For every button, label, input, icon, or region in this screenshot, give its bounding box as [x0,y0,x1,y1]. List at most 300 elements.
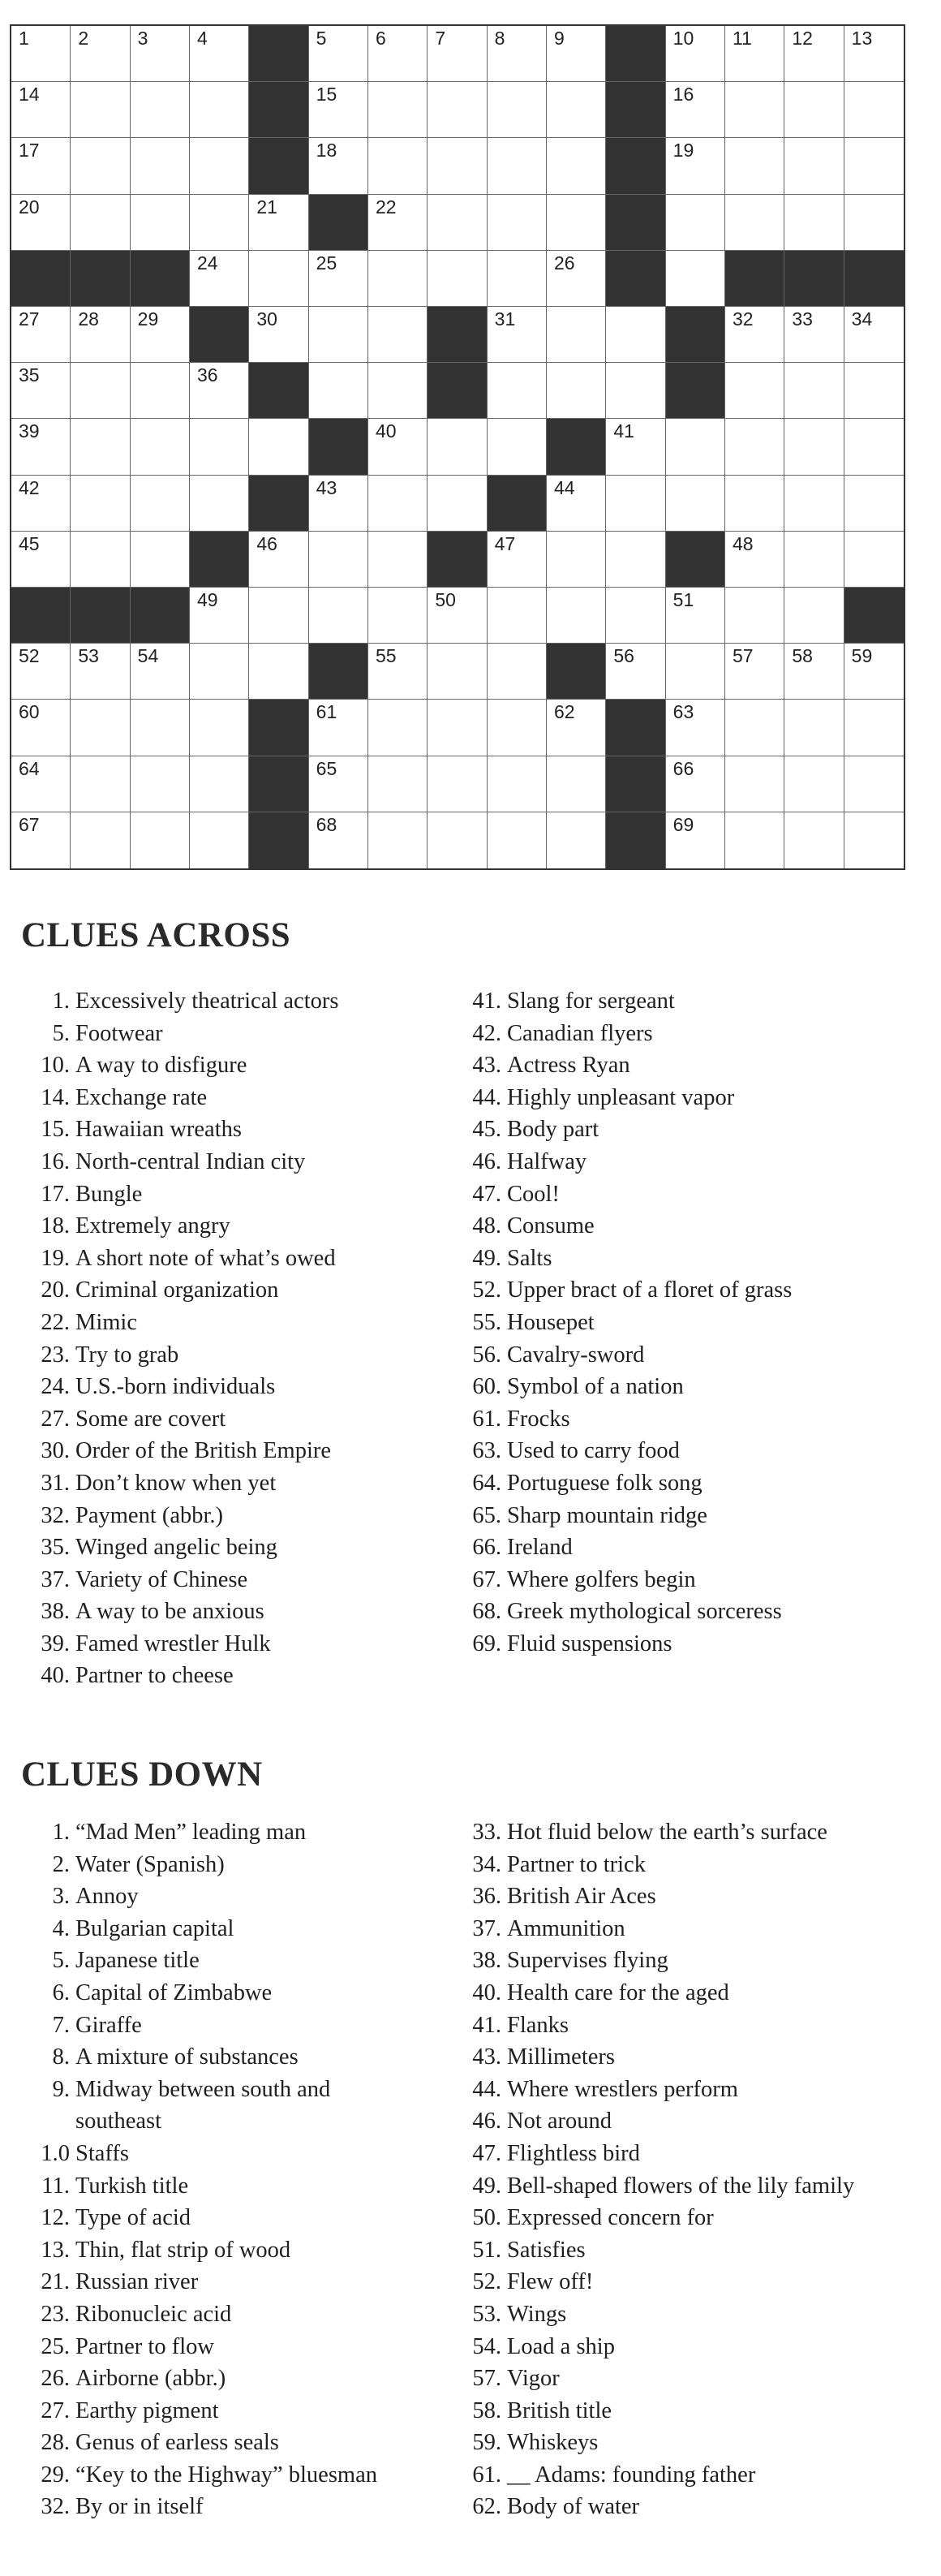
clue-item-number: 3. [52,1884,70,1910]
grid-cell[interactable] [784,700,844,756]
grid-cell[interactable] [488,363,547,419]
grid-cell[interactable] [131,700,190,756]
across-clues-column-1 [28,985,338,1692]
clue-item-number: 26. [41,2366,70,2392]
clue-item-number: 44. [472,2076,501,2102]
grid-cell[interactable] [784,419,844,475]
grid-cell[interactable] [368,82,428,138]
grid-cell[interactable] [190,195,249,251]
grid-cell[interactable] [547,138,606,194]
clue-item-number: 1. [52,989,70,1014]
grid-cell[interactable] [368,26,428,82]
grid-cell[interactable] [428,812,487,868]
clue-item-text: Exchange rate [75,1084,208,1110]
grid-cell[interactable] [368,476,428,532]
clue-item [28,2138,377,2170]
grid-cell[interactable] [428,195,487,251]
grid-cell[interactable] [309,532,368,588]
grid-cell[interactable] [71,700,130,756]
grid-cell[interactable] [190,82,249,138]
clue-item-number: 53. [472,2301,501,2327]
clue-item [459,1945,854,1977]
grid-cell[interactable] [784,307,844,363]
grid-cell[interactable] [309,588,368,644]
grid-cell[interactable] [309,82,368,138]
grid-cell[interactable] [547,363,606,419]
clue-item-number: 60. [472,1374,501,1400]
clue-item-text: Not around [507,2109,612,2134]
clue-number: 6 [376,28,386,49]
grid-cell[interactable] [428,756,487,812]
grid-cell[interactable] [725,756,784,812]
grid-cell[interactable] [488,307,547,363]
grid-cell[interactable] [547,700,606,756]
grid-cell[interactable] [368,588,428,644]
grid-cell[interactable] [666,251,725,307]
grid-cell[interactable] [190,588,249,644]
clue-number: 47 [494,532,516,554]
grid-cell[interactable] [844,756,904,812]
grid-cell[interactable] [131,138,190,194]
clue-item-text: Greek mythological sorceress [507,1599,782,1625]
crossword-grid [10,24,905,870]
clue-item [28,1210,338,1243]
clue-number: 68 [316,813,337,835]
grid-cell[interactable] [71,82,130,138]
clue-number: 50 [435,588,456,610]
grid-cell[interactable] [71,812,130,868]
clue-item-text: Russian river [75,2269,199,2295]
clue-item-text: Used to carry food [507,1438,680,1464]
grid-cell[interactable] [368,195,428,251]
grid-cell[interactable] [725,307,784,363]
grid-cell[interactable] [784,26,844,82]
black-square [309,644,368,700]
grid-cell[interactable] [190,138,249,194]
grid-cell[interactable] [666,138,725,194]
grid-cell[interactable] [309,700,368,756]
clue-item-number: 22. [41,1309,70,1335]
grid-cell[interactable] [309,363,368,419]
clue-item-text: Bulgarian capital [75,1915,234,1941]
grid-cell[interactable] [666,812,725,868]
black-square [249,82,308,138]
grid-cell[interactable] [488,812,547,868]
grid-cell[interactable] [488,138,547,194]
grid-cell[interactable] [666,82,725,138]
grid-cell[interactable] [547,307,606,363]
clue-item-text: Ireland [507,1535,573,1561]
grid-cell[interactable] [428,138,487,194]
grid-cell[interactable] [547,476,606,532]
black-square [725,251,784,307]
clue-item [459,1467,792,1500]
grid-cell[interactable] [844,82,904,138]
grid-cell[interactable] [488,644,547,700]
grid-cell[interactable] [131,812,190,868]
clue-item [459,1564,792,1596]
grid-cell[interactable] [131,82,190,138]
grid-cell[interactable] [844,363,904,419]
clue-item [28,1880,377,1913]
grid-cell[interactable] [547,82,606,138]
grid-cell[interactable] [606,363,665,419]
clue-item-number: 20. [41,1277,70,1303]
clue-item-text: Satisfies [507,2237,586,2263]
clue-item [28,2202,377,2234]
grid-cell[interactable] [309,251,368,307]
grid-cell[interactable] [249,419,308,475]
grid-cell[interactable] [190,419,249,475]
grid-cell[interactable] [725,532,784,588]
grid-cell[interactable] [131,756,190,812]
grid-cell[interactable] [428,251,487,307]
clue-item-text: Portuguese folk song [507,1470,703,1496]
grid-cell[interactable] [71,756,130,812]
grid-cell[interactable] [428,588,487,644]
clue-item-text: Bungle [75,1181,143,1207]
grid-cell[interactable] [190,756,249,812]
grid-cell[interactable] [131,363,190,419]
clue-item-text: Hot fluid below the earth’s surface [507,1820,827,1845]
clue-item [459,1816,854,1849]
grid-cell[interactable] [725,700,784,756]
clue-item-number: 24. [41,1374,70,1400]
clue-item [28,1564,338,1596]
grid-cell[interactable] [606,588,665,644]
clue-item-number: 40. [472,1979,501,2005]
clue-number: 53 [78,645,99,667]
grid-cell[interactable] [368,363,428,419]
grid-cell[interactable] [11,756,71,812]
grid-cell[interactable] [368,644,428,700]
clues-down-heading: CLUES DOWN [21,1755,263,1794]
grid-cell[interactable] [11,307,71,363]
grid-cell[interactable] [488,419,547,475]
clue-item [28,2331,377,2363]
clue-item [28,1977,377,2010]
grid-cell[interactable] [131,26,190,82]
grid-cell[interactable] [71,195,130,251]
grid-cell[interactable] [11,644,71,700]
grid-cell[interactable] [844,644,904,700]
clue-item-number: 52. [472,2269,501,2295]
grid-cell[interactable] [71,363,130,419]
clue-item-number: 41. [472,989,501,1014]
grid-cell[interactable] [844,812,904,868]
clue-item-number: 6. [52,1979,70,2005]
clue-item [459,985,792,1018]
grid-cell[interactable] [309,476,368,532]
grid-cell[interactable] [71,419,130,475]
grid-cell[interactable] [190,700,249,756]
grid-cell[interactable] [666,644,725,700]
clue-item [28,2427,377,2459]
grid-cell[interactable] [71,307,130,363]
grid-cell[interactable] [11,700,71,756]
grid-cell[interactable] [666,700,725,756]
grid-cell[interactable] [784,476,844,532]
black-square [606,195,665,251]
grid-cell[interactable] [725,588,784,644]
grid-cell[interactable] [11,138,71,194]
grid-cell[interactable] [11,532,71,588]
black-square [428,532,487,588]
clue-item [459,2427,854,2459]
grid-cell[interactable] [666,26,725,82]
grid-cell[interactable] [844,476,904,532]
grid-cell[interactable] [725,644,784,700]
grid-cell[interactable] [249,644,308,700]
clue-number: 69 [672,813,694,835]
grid-cell[interactable] [249,532,308,588]
clue-item-number: 10. [41,1053,70,1079]
grid-cell[interactable] [725,476,784,532]
grid-cell[interactable] [368,419,428,475]
grid-cell[interactable] [249,588,308,644]
grid-cell[interactable] [11,363,71,419]
clues-across-heading: CLUES ACROSS [21,916,291,954]
clue-number: 35 [19,364,40,386]
grid-cell[interactable] [249,195,308,251]
grid-cell[interactable] [844,307,904,363]
grid-cell[interactable] [71,476,130,532]
clue-item-text: Whiskeys [507,2430,599,2456]
grid-cell[interactable] [606,476,665,532]
clue-number: 21 [256,196,277,218]
clue-item-text: Vigor [507,2366,560,2392]
clue-item-text: Turkish title [75,2173,189,2199]
grid-cell[interactable] [428,419,487,475]
grid-cell[interactable] [190,644,249,700]
grid-cell[interactable] [428,700,487,756]
grid-cell[interactable] [725,195,784,251]
grid-cell[interactable] [11,195,71,251]
clue-number: 28 [78,308,99,330]
clue-item-number: 27. [41,1406,70,1432]
grid-cell[interactable] [11,419,71,475]
grid-cell[interactable] [190,26,249,82]
clue-item-number: 45. [472,1117,501,1143]
clue-item-text: Type of acid [75,2205,191,2231]
grid-cell[interactable] [844,138,904,194]
clue-item [28,1018,338,1050]
grid-cell[interactable] [131,195,190,251]
grid-cell[interactable] [725,82,784,138]
across-clues-column-2 [459,985,792,1660]
clue-number: 58 [792,645,813,667]
grid-cell[interactable] [844,700,904,756]
clue-item-number: 65. [472,1502,501,1528]
grid-cell[interactable] [725,812,784,868]
grid-cell[interactable] [309,307,368,363]
grid-cell[interactable] [249,307,308,363]
grid-cell[interactable] [11,26,71,82]
clue-item [459,1243,792,1275]
grid-cell[interactable] [71,138,130,194]
grid-cell[interactable] [784,812,844,868]
clue-item-text: Staffs [75,2140,129,2166]
grid-cell[interactable] [666,476,725,532]
clue-item-text: Extremely angry [75,1213,230,1239]
grid-cell[interactable] [488,532,547,588]
grid-cell[interactable] [606,419,665,475]
clue-item-text: By or in itself [75,2494,204,2520]
grid-cell[interactable] [784,532,844,588]
grid-cell[interactable] [71,26,130,82]
grid-cell[interactable] [488,82,547,138]
grid-cell[interactable] [368,138,428,194]
clue-item [28,1371,338,1403]
clue-item [28,1660,338,1692]
clue-item-number: 62. [472,2494,501,2520]
grid-cell[interactable] [190,251,249,307]
black-square [428,307,487,363]
clue-item-number: 30. [41,1438,70,1464]
grid-cell[interactable] [547,532,606,588]
grid-cell[interactable] [131,419,190,475]
clue-number: 31 [494,308,516,330]
grid-cell[interactable] [844,26,904,82]
clue-item-number: 64. [472,1470,501,1496]
clue-item [28,2491,377,2523]
clue-item-text: Ammunition [507,1915,625,1941]
grid-cell[interactable] [488,251,547,307]
grid-cell[interactable] [666,195,725,251]
grid-cell[interactable] [666,588,725,644]
grid-cell[interactable] [606,307,665,363]
grid-cell[interactable] [71,532,130,588]
clue-item [28,1816,377,1849]
grid-cell[interactable] [666,756,725,812]
black-square [606,138,665,194]
grid-cell[interactable] [488,700,547,756]
grid-cell[interactable] [844,195,904,251]
clue-number: 3 [137,28,148,49]
grid-cell[interactable] [488,588,547,644]
clue-item-text: Cavalry-sword [507,1342,645,1368]
grid-cell[interactable] [11,82,71,138]
grid-cell[interactable] [368,700,428,756]
clue-item-text: Where golfers begin [507,1566,696,1592]
grid-cell[interactable] [190,812,249,868]
grid-cell[interactable] [428,476,487,532]
grid-cell[interactable] [784,138,844,194]
clue-item [28,1307,338,1339]
grid-cell[interactable] [131,307,190,363]
grid-cell[interactable] [368,756,428,812]
clue-item [28,1274,338,1307]
grid-cell[interactable] [725,26,784,82]
clue-item-number: 18. [41,1213,70,1239]
grid-cell[interactable] [309,26,368,82]
clue-item [459,1977,854,2010]
clue-item [459,2266,854,2298]
grid-cell[interactable] [784,756,844,812]
grid-cell[interactable] [131,476,190,532]
grid-cell[interactable] [725,419,784,475]
clue-number: 18 [316,140,337,162]
grid-cell[interactable] [784,82,844,138]
grid-cell[interactable] [547,251,606,307]
clue-item-text: A way to disfigure [75,1053,247,1079]
clue-item-text: North-central Indian city [75,1148,306,1174]
clue-item-number: 37. [41,1566,70,1592]
clue-item-number: 42. [472,1020,501,1046]
grid-cell[interactable] [844,419,904,475]
clue-number: 15 [316,84,337,106]
clue-item [459,1913,854,1945]
grid-cell[interactable] [428,26,487,82]
clue-item-number: 23. [41,2301,70,2327]
clue-number: 14 [19,84,40,106]
grid-cell[interactable] [547,588,606,644]
grid-cell[interactable] [844,532,904,588]
black-square [11,251,71,307]
grid-cell[interactable] [368,532,428,588]
grid-cell[interactable] [131,532,190,588]
black-square [606,251,665,307]
clue-item [459,1274,792,1307]
grid-cell[interactable] [666,419,725,475]
clue-item-text: Where wrestlers perform [507,2076,738,2102]
grid-cell[interactable] [784,644,844,700]
grid-cell[interactable] [71,644,130,700]
grid-cell[interactable] [488,26,547,82]
grid-cell[interactable] [606,532,665,588]
grid-cell[interactable] [309,812,368,868]
clue-item [459,1018,792,1050]
grid-cell[interactable] [131,644,190,700]
clue-item-number: 46. [472,2109,501,2134]
grid-cell[interactable] [488,756,547,812]
grid-cell[interactable] [368,251,428,307]
black-square [606,700,665,756]
black-square [249,476,308,532]
grid-cell[interactable] [547,812,606,868]
clue-item-text: Flightless bird [507,2140,640,2166]
grid-cell[interactable] [249,251,308,307]
grid-cell[interactable] [190,476,249,532]
grid-cell[interactable] [428,82,487,138]
grid-cell[interactable] [488,195,547,251]
clue-item-text: Capital of Zimbabwe [75,1979,273,2005]
grid-cell[interactable] [547,195,606,251]
clue-item-text: Hawaiian wreaths [75,1117,242,1143]
black-square [606,82,665,138]
grid-cell[interactable] [309,756,368,812]
grid-cell[interactable] [784,363,844,419]
grid-cell[interactable] [11,812,71,868]
grid-cell[interactable] [547,26,606,82]
grid-cell[interactable] [309,138,368,194]
grid-cell[interactable] [606,644,665,700]
grid-cell[interactable] [428,644,487,700]
grid-cell[interactable] [190,363,249,419]
clue-item [459,1403,792,1436]
grid-cell[interactable] [11,476,71,532]
grid-cell[interactable] [784,588,844,644]
clue-number: 24 [197,252,218,274]
grid-cell[interactable] [725,138,784,194]
grid-cell[interactable] [547,756,606,812]
black-square [547,644,606,700]
grid-cell[interactable] [368,307,428,363]
grid-cell[interactable] [725,363,784,419]
grid-cell[interactable] [784,195,844,251]
clue-item-text: Earthy pigment [75,2397,219,2423]
grid-cell[interactable] [368,812,428,868]
